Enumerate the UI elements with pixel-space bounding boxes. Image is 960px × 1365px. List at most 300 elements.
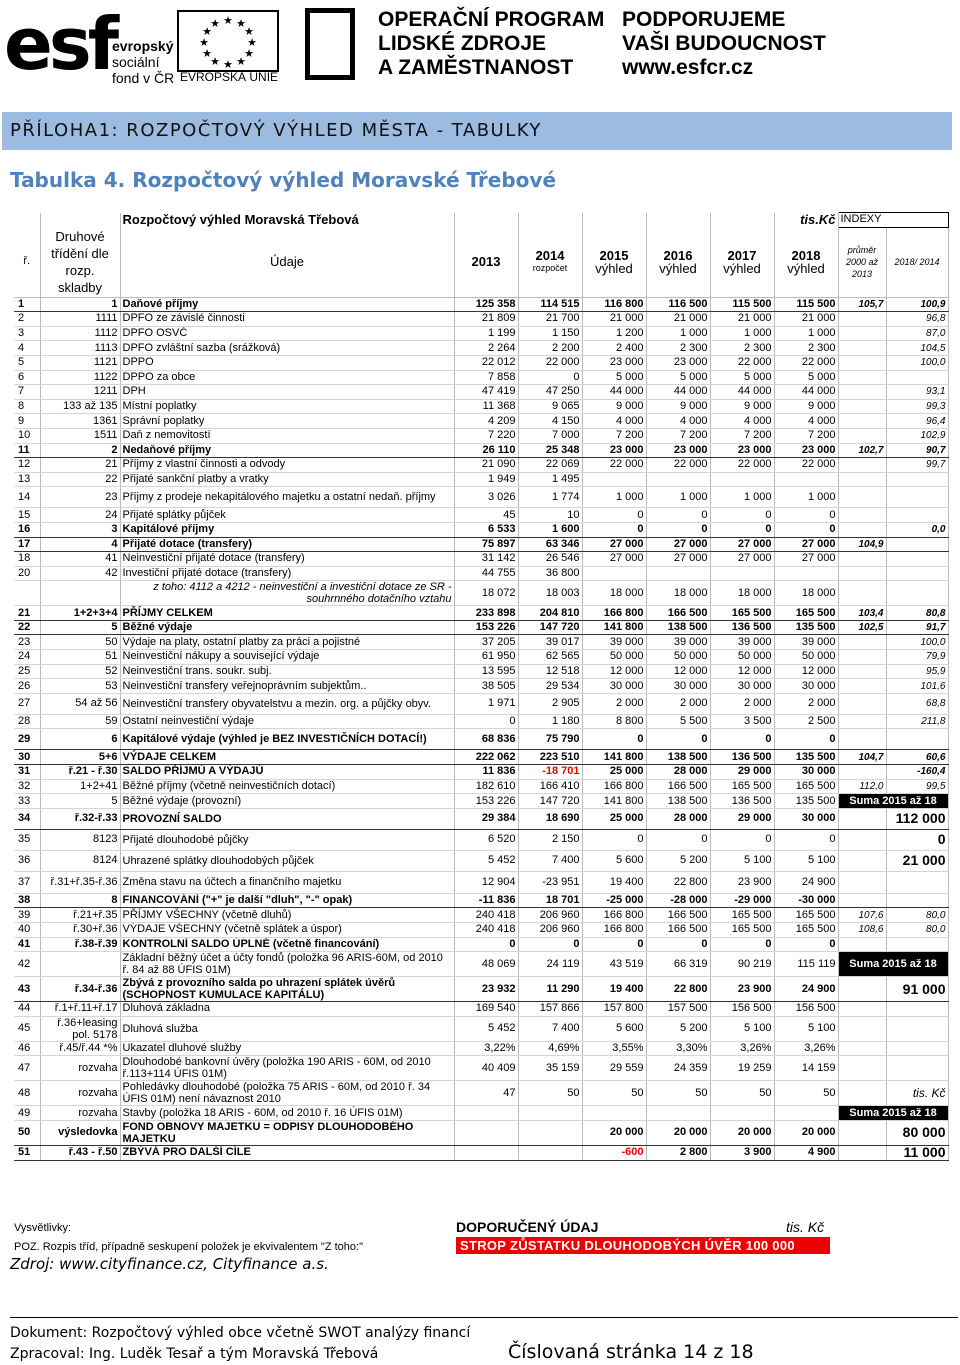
row-classification: 41 [40,552,120,567]
header-2018 [774,227,838,297]
row-classification: 21 [40,458,120,473]
row-label: Výdaje na platy, ostatní platby za práci a pojistné [120,635,454,650]
table-row [14,908,948,923]
row-value: 206 960 [518,908,582,923]
esf-text-line: evropský [112,38,174,54]
row-classification: 1111 [40,312,120,327]
row-index-avg [838,729,886,750]
row-value: 2 500 [774,714,838,729]
row-label: KONTROLNÍ SALDO ÚPLNÉ (včetně financování) [120,937,454,952]
row-value: 0 [582,729,646,750]
row-number: 40 [14,923,40,938]
row-index-avg [838,829,886,850]
year-sub: výhled [723,260,761,276]
row-value: 31 142 [454,552,518,567]
row-value: 0 [774,729,838,750]
row-index-avg [838,1056,886,1081]
row-value: 22 000 [710,355,774,370]
row-classification: výsledovka [40,1120,120,1145]
header-index-prumer: průměr 2000 až 2013 [838,227,886,297]
row-index-ratio: 80 000 [886,1120,948,1145]
row-number: 43 [14,977,40,1002]
row-value: 22 000 [774,355,838,370]
row-value: 24 359 [646,1056,710,1081]
row-label: Přijaté sankční platby a vratky [120,472,454,487]
row-value: 48 069 [454,952,518,977]
row-value: 6 533 [454,522,518,537]
row-number: 47 [14,1056,40,1081]
row-value: 141 800 [582,750,646,765]
row-number: 49 [14,1106,40,1121]
row-value [710,472,774,487]
row-value: 9 000 [582,399,646,414]
row-index-ratio [886,1016,948,1041]
row-number: 14 [14,487,40,508]
row-value: 0 [646,937,710,952]
row-index-ratio: 0 [886,829,948,850]
row-index-ratio [886,893,948,908]
row-classification: 1 [40,297,120,312]
row-index-avg [838,1081,886,1106]
row-value: 27 000 [582,537,646,552]
table-row [14,693,948,714]
row-classification: 8124 [40,850,120,871]
table-row [14,977,948,1002]
row-value: 6 520 [454,829,518,850]
header-logos [0,0,960,100]
row-value: 1 200 [582,326,646,341]
row-index-avg [838,312,886,327]
row-value [646,472,710,487]
row-label: ZBÝVÁ PRO DALŠÍ CÍLE [120,1145,454,1160]
row-value: 116 500 [646,297,710,312]
row-index-avg [838,1145,886,1160]
row-value: 0 [774,937,838,952]
row-label: FINANCOVÁNÍ ("+" je další "dluh", "-" opak) [120,893,454,908]
row-value: 166 500 [646,908,710,923]
row-value: 157 866 [518,1002,582,1017]
row-index-ratio: 100,0 [886,355,948,370]
row-index-avg [838,552,886,567]
podporujeme-line: PODPORUJEME [622,8,786,31]
row-value: 0 [646,729,710,750]
row-value: 18 690 [518,808,582,829]
row-value: 1 600 [518,522,582,537]
row-classification: 53 [40,679,120,694]
row-number: 29 [14,729,40,750]
row-index-avg: 107,6 [838,908,886,923]
row-value: 0 [710,829,774,850]
row-value: 35 159 [518,1056,582,1081]
row-value: 165 500 [710,606,774,621]
row-value: 12 904 [454,871,518,893]
row-classification: ř.43 - ř.50 [40,1145,120,1160]
row-value: 23 000 [646,355,710,370]
row-label: Přijaté dotace (transfery) [120,537,454,552]
table-row [14,729,948,750]
row-number: 5 [14,355,40,370]
row-value: 0 [710,522,774,537]
row-value: 206 960 [518,923,582,938]
row-value [454,1145,518,1160]
row-value: 233 898 [454,606,518,621]
row-number: 51 [14,1145,40,1160]
row-value: 5 000 [646,370,710,385]
row-label: FOND OBNOVY MAJETKU = ODPISY DLOUHODOBÉHO MAJETKU [120,1120,454,1145]
row-number: 48 [14,1081,40,1106]
row-label: Ukazatel dluhové služby [120,1041,454,1056]
row-index-avg [838,508,886,523]
row-index-ratio: 93,1 [886,385,948,400]
footer-document: Dokument: Rozpočtový výhled obce včetně SWOT analýzy financí [10,1325,471,1341]
table-row [14,458,948,473]
eu-flag-icon [176,6,280,76]
row-index-ratio [886,1056,948,1081]
row-value: 38 505 [454,679,518,694]
indexy-label: INDEXY [838,213,948,228]
row-value: 141 800 [582,620,646,635]
row-classification: 51 [40,650,120,665]
row-index-avg [838,326,886,341]
row-number: 6 [14,370,40,385]
row-number: 8 [14,399,40,414]
row-index-avg [838,650,886,665]
row-value [710,566,774,581]
row-value [710,1106,774,1121]
row-value: 20 000 [774,1120,838,1145]
row-label: PŘÍJMY CELKEM [120,606,454,621]
table-row [14,508,948,523]
row-index-ratio [886,937,948,952]
row-number: 31 [14,765,40,780]
row-label: Neinvestiční transfery veřejnoprávním subjektům.. [120,679,454,694]
row-value: 50 [774,1081,838,1106]
table-row [14,635,948,650]
table-row [14,443,948,458]
row-value [582,566,646,581]
row-value: 2 200 [518,341,582,356]
row-value: 0 [710,729,774,750]
row-value: 1 000 [774,326,838,341]
row-index-ratio: 99,3 [886,399,948,414]
row-label: DPPO [120,355,454,370]
table-header-row [14,227,948,297]
row-value: 165 500 [710,908,774,923]
eu-caption: EVROPSKÁ UNIE [180,70,279,84]
row-value: 27 000 [582,552,646,567]
row-value: 20 000 [582,1120,646,1145]
row-value: 0 [710,937,774,952]
row-number: 13 [14,472,40,487]
budget-table [14,212,949,1161]
row-index-avg [838,808,886,829]
table-caption-row [14,213,948,228]
row-index-ratio: 96,8 [886,312,948,327]
row-index-ratio: 80,0 [886,908,948,923]
legend-label: Vysvětlivky: [14,1222,72,1234]
row-classification: ř.30+ř.36 [40,923,120,938]
row-index-ratio: 80,8 [886,606,948,621]
row-number: 15 [14,508,40,523]
row-label: Správní poplatky [120,414,454,429]
row-value: 147 720 [518,620,582,635]
row-index-ratio: tis. Kč [886,1081,948,1106]
appendix-title: PŘÍLOHA1: ROZPOČTOVÝ VÝHLED MĚSTA - TABULKY [10,120,542,141]
row-value: 204 810 [518,606,582,621]
row-value: 1 000 [582,487,646,508]
row-value: 40 409 [454,1056,518,1081]
row-classification: 50 [40,635,120,650]
row-label: z toho: 4112 a 4212 - neinvestiční a investiční dotace ze SR - souhrnného dotačního vztahu [120,581,454,606]
row-value: 5 452 [454,1016,518,1041]
row-value: 141 800 [582,794,646,809]
row-label: Pohledávky dlouhodobé (položka 75 ARIS - 60M, od 2010 ř. 34 ÚFIS 01M) není návaznost 2010 [120,1081,454,1106]
op-logo-text [378,8,604,80]
table-row [14,1016,948,1041]
table-row [14,326,948,341]
svg-text:★: ★ [202,47,212,60]
table-row [14,1120,948,1145]
row-classification: ř.31+ř.35-ř.36 [40,871,120,893]
row-label: Zbývá z provozního salda po uhrazení splátek úvěrů (SCHOPNOST KUMULACE KAPITÁLU) [120,977,454,1002]
op-text-line: A ZAMĚSTNANOST [378,56,574,79]
row-classification: 1511 [40,428,120,443]
row-value: 18 000 [774,581,838,606]
table-row [14,923,948,938]
row-value: 240 418 [454,908,518,923]
row-classification: 54 až 56 [40,693,120,714]
podporujeme-logo-text [622,8,826,80]
table-row [14,1056,948,1081]
row-index-avg [838,871,886,893]
row-value: 11 368 [454,399,518,414]
row-value: 166 500 [646,779,710,794]
table-row [14,385,948,400]
row-label: Dluhová služba [120,1016,454,1041]
row-value: 165 500 [774,606,838,621]
row-value: 5 000 [774,370,838,385]
row-value: 2 800 [646,1145,710,1160]
esf-text-line: fond v ČR [112,70,175,86]
row-number: 7 [14,385,40,400]
row-value: 5 100 [710,1016,774,1041]
table-title: Tabulka 4. Rozpočtový výhled Moravské Třebové [10,168,557,192]
row-index-ratio [886,1041,948,1056]
table-row [14,566,948,581]
op-logo-icon [305,8,355,80]
table-row [14,370,948,385]
row-value: 2 400 [582,341,646,356]
row-value: 5 100 [774,1016,838,1041]
row-value: 30 000 [710,679,774,694]
row-number: 28 [14,714,40,729]
row-value: 0 [774,829,838,850]
row-value: 21 090 [454,458,518,473]
row-value: 18 000 [646,581,710,606]
row-value: 29 559 [582,1056,646,1081]
table-row [14,794,948,809]
row-index-avg: 112,0 [838,779,886,794]
row-value: 3,22% [454,1041,518,1056]
row-index-avg [838,664,886,679]
row-value: 37 205 [454,635,518,650]
row-index-ratio: 0,0 [886,522,948,537]
row-classification: 42 [40,566,120,581]
row-value: 7 220 [454,428,518,443]
row-value: 12 000 [774,664,838,679]
row-value: 11 290 [518,977,582,1002]
row-number: 23 [14,635,40,650]
row-value: 4 000 [646,414,710,429]
row-number: 2 [14,312,40,327]
row-value: 44 000 [646,385,710,400]
svg-text:★: ★ [199,36,209,49]
row-number: 4 [14,341,40,356]
table-row [14,487,948,508]
row-value [774,566,838,581]
row-value: 26 546 [518,552,582,567]
row-value: 22 000 [518,355,582,370]
row-index-ratio [886,581,948,606]
row-index-avg [838,458,886,473]
header-druhove: Druhové třídění dle rozp. skladby [40,227,120,297]
row-value: 8 800 [582,714,646,729]
year-sub: výhled [787,260,825,276]
row-value: 63 346 [518,537,582,552]
row-value: 166 800 [582,779,646,794]
row-value: 23 000 [774,443,838,458]
row-label: PROVOZNÍ SALDO [120,808,454,829]
row-value: 90 219 [710,952,774,977]
row-classification: ř.1+ř.11+ř.17 [40,1002,120,1017]
row-classification: 5 [40,794,120,809]
row-index-avg: 104,7 [838,750,886,765]
row-value: 22 012 [454,355,518,370]
row-index-ratio: 60,6 [886,750,948,765]
row-value: 1 199 [454,326,518,341]
row-value: 23 900 [710,871,774,893]
row-value: 22 000 [646,458,710,473]
row-index-ratio: 91 000 [886,977,948,1002]
row-value: 157 800 [582,1002,646,1017]
year-label: 2017 [727,247,757,263]
table-row [14,808,948,829]
row-index-avg: 102,5 [838,620,886,635]
row-value: 9 000 [774,399,838,414]
row-value: 2 905 [518,693,582,714]
table-row [14,606,948,621]
row-value: 147 720 [518,794,582,809]
row-value: 222 062 [454,750,518,765]
row-value: 5 100 [710,850,774,871]
row-value: 12 000 [646,664,710,679]
row-index-ratio: 100,9 [886,297,948,312]
table-row [14,552,948,567]
row-value: 25 000 [582,765,646,780]
row-index-ratio: 90,7 [886,443,948,458]
row-value: 27 000 [646,537,710,552]
row-index-ratio: 112 000 [886,808,948,829]
row-classification: ř.21+ř.35 [40,908,120,923]
row-value: 3 026 [454,487,518,508]
row-classification: ř.45/ř.44 *% [40,1041,120,1056]
legend-recommended: DOPORUČENÝ ÚDAJ [456,1219,599,1235]
row-value: 1 774 [518,487,582,508]
row-label: Kapitálové výdaje (výhled je BEZ INVESTIČNÍCH DOTACÍ!) [120,729,454,750]
row-index-avg [838,1120,886,1145]
row-number: 33 [14,794,40,809]
table-row [14,537,948,552]
row-index-avg [838,1002,886,1017]
row-value: 30 000 [774,679,838,694]
row-value: 166 800 [582,923,646,938]
row-index-avg [838,679,886,694]
row-value: 22 000 [774,458,838,473]
row-value: 116 800 [582,297,646,312]
row-value: 25 348 [518,443,582,458]
row-value: 2 300 [710,341,774,356]
row-label: Ostatní neinvestiční výdaje [120,714,454,729]
row-classification: 52 [40,664,120,679]
row-value: 43 519 [582,952,646,977]
row-index-avg: 104,9 [838,537,886,552]
row-value: 61 950 [454,650,518,665]
header-r: ř. [14,227,40,297]
table-row [14,893,948,908]
page-number: Číslovaná stránka 14 z 18 [508,1341,754,1363]
row-value: 28 000 [646,765,710,780]
row-value: 23 000 [582,443,646,458]
row-value: 7 200 [710,428,774,443]
row-value: 50 [518,1081,582,1106]
table-row [14,620,948,635]
table-row [14,650,948,665]
esf-logo: esf [4,2,116,86]
row-value: 135 500 [774,794,838,809]
row-index-ratio: 211,8 [886,714,948,729]
row-value [646,1106,710,1121]
row-index-ratio: 11 000 [886,1145,948,1160]
row-classification: 1361 [40,414,120,429]
row-value: 2 000 [774,693,838,714]
table-row [14,472,948,487]
row-index-ratio [886,487,948,508]
row-value: 4 000 [710,414,774,429]
row-value: 1 150 [518,326,582,341]
table-row [14,750,948,765]
row-value: -25 000 [582,893,646,908]
row-classification: 1+2+3+4 [40,606,120,621]
header-2016 [646,227,710,297]
row-index-avg [838,472,886,487]
table-row [14,522,948,537]
row-classification: ř.36+leasing pol. 5178 [40,1016,120,1041]
row-index-ratio: 99,5 [886,779,948,794]
svg-text:★: ★ [244,47,254,60]
row-label: DPFO OSVČ [120,326,454,341]
row-value: 2 000 [582,693,646,714]
svg-text:★: ★ [247,36,257,49]
row-value: 50 000 [582,650,646,665]
row-value: 9 065 [518,399,582,414]
row-number: 34 [14,808,40,829]
row-value: 24 119 [518,952,582,977]
row-number: 50 [14,1120,40,1145]
row-value: 20 000 [710,1120,774,1145]
row-value: 7 200 [582,428,646,443]
row-label: Příjmy z prodeje nekapitálového majetku a ostatní nedaň. příjmy [120,487,454,508]
row-index-ratio: 79,9 [886,650,948,665]
